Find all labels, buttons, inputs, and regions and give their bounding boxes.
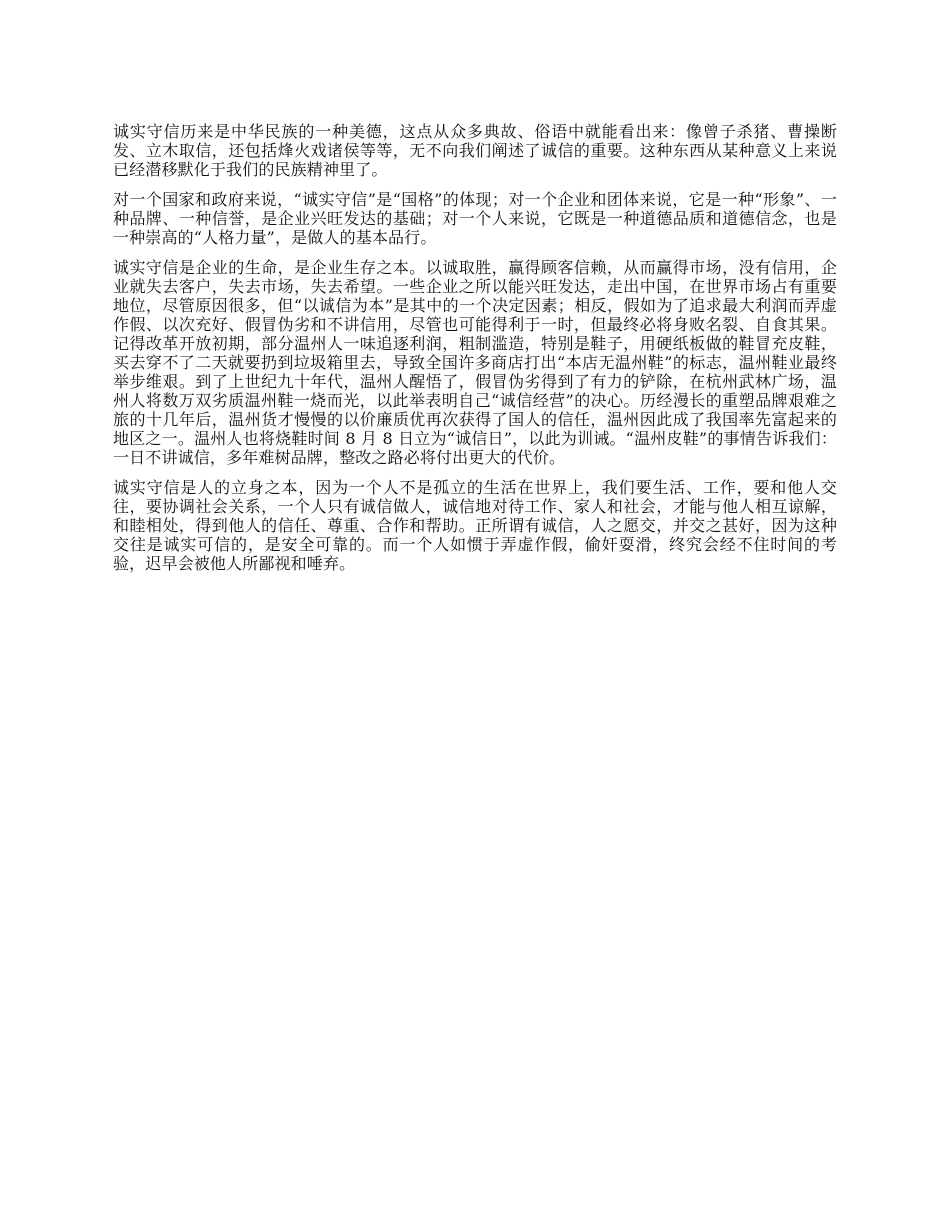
document-body — [113, 122, 837, 584]
paragraph-3: 诚实守信是企业的生命，是企业生存之本。以诚取胜，赢得顾客信赖，从而赢得市场，没有信用，企业就失去客户，失去市场，失去希望。一些企业之所以能兴旺发达，走出中国，在世界市场占有重要地位，尽管原因很多，但“以诚信为本”是其中的一个决定因素；相反，假如为了追求最大利润而弄虚作假、以次充好、假冒伪劣和不讲信用，尽管也可能得利于一时，但最终必将身败名裂、自食其果。记得改革开放初期，部分温州人一味追逐利润，粗制滥造，特别是鞋子，用硬纸板做的鞋冒充皮鞋，买去穿不了二天就要扔到垃圾箱里去，导致全国许多商店打出“本店无温州鞋”的标志，温州鞋业最终举步维艰。到了上世纪九十年代，温州人醒悟了，假冒伪劣得到了有力的铲除，在杭州武林广场，温州人将数万双劣质温州鞋一烧而光，以此举表明自己“诚信经营”的决心。历经漫长的重塑品牌艰难之旅的十几年后，温州货才慢慢的以价廉质优再次获得了国人的信任，温州因此成了我国率先富起来的地区之一。温州人也将烧鞋时间 8 月 8 日立为“诚信日”，以此为训诫。“温州皮鞋”的事情告诉我们：一日不讲诚信，多年难树品牌，整改之路必将付出更大的代价。 — [113, 258, 837, 467]
paragraph-4: 诚实守信是人的立身之本，因为一个人不是孤立的生活在世界上，我们要生活、工作，要和他人交往，要协调社会关系，一个人只有诚信做人，诚信地对待工作、家人和社会，才能与他人相互谅解，和睦相处，得到他人的信任、尊重、合作和帮助。正所谓有诚信，人之愿交，并交之甚好，因为这种交往是诚实可信的，是安全可靠的。而一个人如惯于弄虚作假，偷奸耍滑，终究会经不住时间的考验，迟早会被他人所鄙视和唾弃。 — [113, 478, 837, 573]
paragraph-1: 诚实守信历来是中华民族的一种美德，这点从众多典故、俗语中就能看出来：像曾子杀猪、曹操断发、立木取信，还包括烽火戏诸侯等等，无不向我们阐述了诚信的重要。这种东西从某种意义上来说已经潜移默化于我们的民族精神里了。 — [113, 122, 837, 179]
paragraph-2: 对一个国家和政府来说，“诚实守信”是“国格”的体现；对一个企业和团体来说，它是一种“形象”、一种品牌、一种信誉，是企业兴旺发达的基础；对一个人来说，它既是一种道德品质和道德信念，也是一种崇高的“人格力量”，是做人的基本品行。 — [113, 190, 837, 247]
